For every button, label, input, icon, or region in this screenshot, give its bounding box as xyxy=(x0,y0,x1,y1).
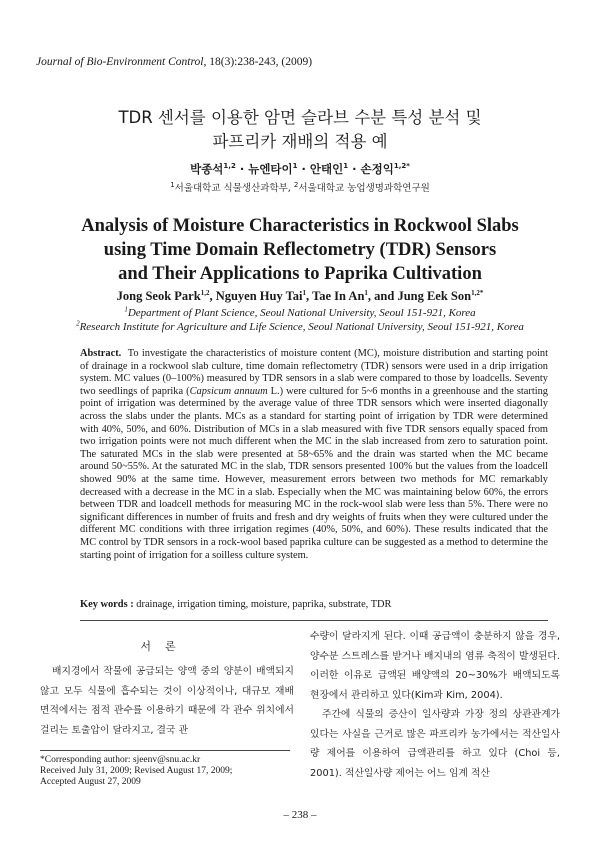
author-sup: 1 xyxy=(364,288,368,297)
author-sup: 1,2 xyxy=(200,288,210,297)
received-dates: Received July 31, 2009; Revised August 17, 2009; xyxy=(40,766,233,776)
author-name: 박종석 xyxy=(190,162,224,176)
affil-sup: 2 xyxy=(293,180,299,189)
author-name: Tae In An xyxy=(312,289,365,303)
section-divider xyxy=(80,620,548,621)
abstract-label: Abstract. xyxy=(80,348,122,359)
accepted-date: Accepted August 27, 2009 xyxy=(40,777,141,787)
body-column-right xyxy=(310,627,560,783)
affiliation-line xyxy=(40,320,560,334)
section-heading: 서론 xyxy=(140,640,190,653)
journal-citation xyxy=(36,56,312,68)
page-number: – 238 – xyxy=(283,809,317,821)
author-sup: 1 xyxy=(343,162,349,171)
affil-text: 서울대학교 식물생산과학부, xyxy=(174,183,294,194)
korean-title xyxy=(60,106,540,154)
keywords xyxy=(80,599,548,610)
abstract-text: L.) were cultured for 5~6 months in a greenhouse and the starting point of irrigation was determined by the average value of three TDR sensors which were inserted diagonally across the slabs under the plants. MCs as a standard for starting point of irrigation by TDR were determined with 40%, 50%, and 60%. Distribution of MCs in a slab measured with five TDR sensors equally spaced from two irrigation points were not much different when the MC in the slab increased from zero to saturation point. The saturated MCs in the slab were presented at 58~65% and the drain was started when the MC became around 50~55%. At the saturated MC in the slab, TDR sensors presented 100% but the values from the loadcell showed 90% at the same time. However, measurement errors between two methods for MC remarkably decreased with a decrease in the MC in a slab. Especially when the MC was maintaining below 60%, the errors between TDR and loadcell methods for measuring MC in the rock-wool slab were less than 5%. There were no significant differences in number of fruits and fresh and dry weights of fruits when they were cultured under the different MC conditions with three irrigation regimes (40%, 50%, and 60%). These results indicated that the MC control by TDR sensors in a rock-wool based paprika culture can be suggested as a method to determine the starting point of irrigation for a soilless culture system. xyxy=(80,385,549,561)
keywords-text: drainage, irrigation timing, moisture, paprika, substrate, TDR xyxy=(133,599,392,610)
affiliation-line xyxy=(40,306,560,320)
author-name: Jong Seok Park xyxy=(116,289,201,303)
author-name: 손정익 xyxy=(360,162,394,176)
author-separator: , and xyxy=(367,289,398,303)
affil-sup: 1 xyxy=(170,180,175,189)
english-title-line: and Their Applications to Paprika Cultivation xyxy=(118,264,482,284)
author-name: Jung Eek Son xyxy=(397,289,472,303)
korean-title-line: 파프리카 재배의 적용 예 xyxy=(212,132,388,151)
author-sup: 1 xyxy=(302,288,307,297)
affil-text: Research Institute for Agriculture and Life Science, Seoul National University, Seoul 151-921, Korea xyxy=(79,321,524,333)
author-sup: 1,2* xyxy=(471,288,484,297)
abstract-text: To investigate the characteristics of moisture content (MC), moisture distribution and starting point of drainage in a rockwool slab culture, time domain reflectometry (TDR) sensors were used in a drip irrigation system. MC values (0–100%) measured by TDR sensors in a slab were compared to those by loadcells. Seventy two seedlings of paprika ( xyxy=(80,348,548,397)
affil-text: Department of Plant Science, Seoul National University, Seoul 151-921, Korea xyxy=(127,307,476,319)
korean-authors xyxy=(60,161,540,177)
author-name: Nguyen Huy Tai xyxy=(215,289,303,303)
body-paragraph: 수량이 달라지게 된다. 이때 공급액이 충분하지 않을 경우, 양수분 스트레스를 받거나 배지내의 염류 축적이 발생된다. 이러한 이유로 급액된 배양액의 20~30%가 배액되도록 현장에서 관리하고 있다(Kim과 Kim, 2004). xyxy=(310,631,560,701)
footnote xyxy=(40,755,300,788)
korean-title-line: TDR 센서를 이용한 암면 슬라브 수분 특성 분석 및 xyxy=(118,108,482,127)
journal-issue: 18(3):238-243, (2009) xyxy=(209,56,313,68)
affil-sup: 1 xyxy=(124,305,128,314)
corresponding-author: *Corresponding author: sjeenv@snu.ac.kr xyxy=(40,755,201,765)
affil-sup: 2 xyxy=(76,319,80,328)
body-paragraph: 배지경에서 작물에 공급되는 양액 중의 양분이 배액되지 않고 모두 식물에 흡수되는 것이 이상적이나, 대규모 재배 면적에서는 점적 관수를 이용하기 때문에 각 관수 위치에서 걸리는 토출압이 달라지고, 결국 관 xyxy=(40,666,294,736)
abstract xyxy=(80,348,548,562)
english-title-line: using Time Domain Reflectometry (TDR) Sensors xyxy=(103,240,497,260)
author-separator: · xyxy=(348,162,361,176)
author-separator: · xyxy=(235,162,249,176)
korean-affiliation xyxy=(60,180,540,194)
author-separator: · xyxy=(297,162,310,176)
species-name: Capsicum annuum xyxy=(189,385,268,397)
english-title-line: Analysis of Moisture Characteristics in Rockwool Slabs xyxy=(81,216,519,236)
affil-text: 서울대학교 농업생명과학연구원 xyxy=(298,183,430,194)
author-sup: 1,2 xyxy=(223,162,236,171)
author-name: 뉴엔타이 xyxy=(248,162,293,176)
body-column-left xyxy=(40,662,294,740)
english-authors: Jong Seok Park$^{1,2}$, Nguyen Huy Tai$^1$, Tae In An$^1$, and Jung Eek Son$^{1,2*}$ xyxy=(116,288,484,303)
english-affiliations xyxy=(40,306,560,334)
author-sup: 1 xyxy=(292,162,298,171)
author-sup: 1,2* xyxy=(393,162,410,171)
author-name: 안태인 xyxy=(309,162,344,176)
journal-name: Journal of Bio-Environment Control, xyxy=(36,56,207,68)
keywords-label: Key words : xyxy=(80,599,134,610)
body-paragraph: 주간에 식물의 증산이 일사량과 가장 정의 상관관계가 있다는 사실을 근거로 많은 파프리카 농가에서는 적산일사량 제어를 이용하여 급액관리를 하고 있다 (Choi 등, 2001). 적산일사량 제어는 어느 임계 적산 xyxy=(310,709,560,779)
english-title xyxy=(40,214,560,286)
footnote-divider xyxy=(40,750,290,751)
